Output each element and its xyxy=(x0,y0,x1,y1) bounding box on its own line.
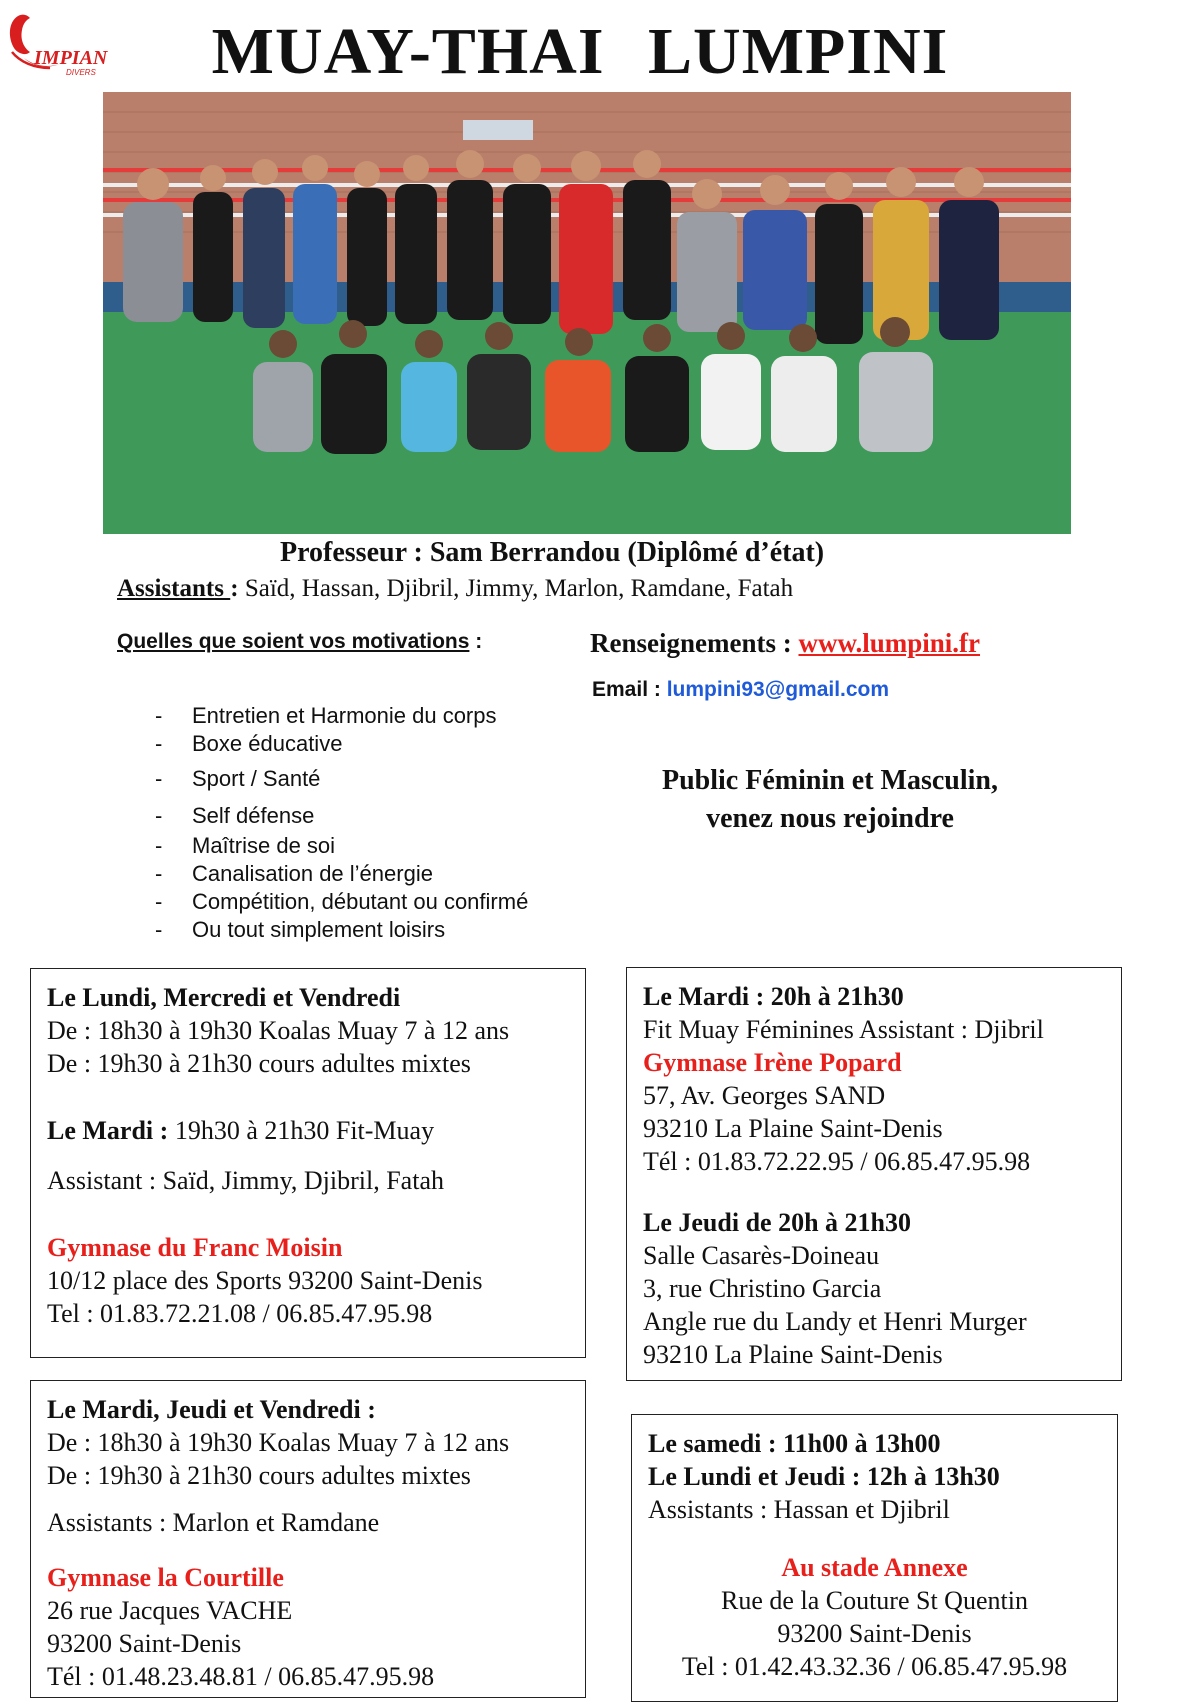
schedule-assistants: Assistants : Marlon et Ramdane xyxy=(47,1508,380,1537)
professeur-line: Professeur : Sam Berrandou (Diplômé d’état) xyxy=(280,537,825,568)
schedule-box-courtille xyxy=(30,1380,586,1698)
motivations-suffix: : xyxy=(469,630,483,653)
schedule-samedi: Le samedi : 11h00 à 13h00 xyxy=(648,1429,941,1458)
public-invite xyxy=(600,762,1060,838)
schedule-line: De : 19h30 à 21h30 cours adultes mixtes xyxy=(47,1461,471,1490)
gym-name: Gymnase du Franc Moisin xyxy=(47,1233,343,1262)
email-line xyxy=(592,678,889,702)
schedule-days: Le Mardi, Jeudi et Vendredi : xyxy=(47,1395,376,1424)
gym-address: 26 rue Jacques VACHE xyxy=(47,1596,293,1625)
gym-address: 10/12 place des Sports 93200 Saint-Denis xyxy=(47,1266,483,1295)
schedule-assistants: Assistants : Hassan et Djibril xyxy=(648,1495,950,1524)
gym-phone: Tél : 01.83.72.22.95 / 06.85.47.95.98 xyxy=(643,1147,1031,1176)
salle-city: 93210 La Plaine Saint-Denis xyxy=(643,1340,943,1369)
schedule-mardi: Le Mardi : 19h30 à 21h30 Fit-Muay xyxy=(47,1116,435,1145)
gym-phone: Tel : 01.83.72.21.08 / 06.85.47.95.98 xyxy=(47,1299,433,1328)
assistants-sep: : xyxy=(230,575,245,602)
assistants-line xyxy=(117,575,793,603)
gym-name: Au stade Annexe xyxy=(781,1553,968,1582)
website-link[interactable]: www.lumpini.fr xyxy=(798,628,981,658)
email-address-link[interactable]: lumpini93@gmail.com xyxy=(666,678,890,701)
renseignements-label: Renseignements : xyxy=(590,628,799,658)
motivations-label: Quelles que soient vos motivations xyxy=(117,630,470,653)
schedule-jeudi: Le Jeudi de 20h à 21h30 xyxy=(643,1208,911,1237)
gym-address: 57, Av. Georges SAND xyxy=(643,1081,886,1110)
schedule-line: De : 18h30 à 19h30 Koalas Muay 7 à 12 ans xyxy=(47,1428,510,1457)
gym-phone: Tél : 01.48.23.48.81 / 06.85.47.95.98 xyxy=(47,1662,435,1691)
schedule-line: De : 19h30 à 21h30 cours adultes mixtes xyxy=(47,1049,471,1078)
impian-logo xyxy=(4,8,116,80)
schedule-days: Le Mardi : 20h à 21h30 xyxy=(643,982,904,1011)
assistants-names: Saïd, Hassan, Djibril, Jimmy, Marlon, Ramdane, Fatah xyxy=(244,575,794,602)
schedule-line: De : 18h30 à 19h30 Koalas Muay 7 à 12 ans xyxy=(47,1016,510,1045)
public-line-2: venez nous rejoindre xyxy=(706,803,954,834)
gym-name: Gymnase Irène Popard xyxy=(643,1048,902,1077)
schedule-lundi-jeudi: Le Lundi et Jeudi : 12h à 13h30 xyxy=(648,1462,1000,1491)
page-title: MUAY-THAI LUMPINI xyxy=(211,15,949,88)
salle-name: Salle Casarès-Doineau xyxy=(643,1241,880,1270)
salle-address-angle: Angle rue du Landy et Henri Murger xyxy=(643,1307,1027,1336)
schedule-box-popard xyxy=(626,967,1122,1381)
schedule-line: Fit Muay Féminines Assistant : Djibril xyxy=(643,1015,1044,1044)
schedule-days: Le Lundi, Mercredi et Vendredi xyxy=(47,983,401,1012)
assistants-label: Assistants xyxy=(117,575,231,602)
logo-subtext: DIVERS xyxy=(66,68,96,77)
gym-city: 93200 Saint-Denis xyxy=(777,1619,972,1648)
schedule-box-stade xyxy=(631,1414,1118,1702)
schedule-box-franc-moisin xyxy=(30,968,586,1358)
gym-city: 93200 Saint-Denis xyxy=(47,1629,242,1658)
email-label: Email : xyxy=(592,678,667,701)
gym-name: Gymnase la Courtille xyxy=(47,1563,284,1592)
gym-address: Rue de la Couture St Quentin xyxy=(721,1586,1028,1615)
gym-phone: Tel : 01.42.43.32.36 / 06.85.47.95.98 xyxy=(681,1652,1068,1681)
logo-icon xyxy=(4,8,116,80)
schedule-assistants: Assistant : Saïd, Jimmy, Djibril, Fatah xyxy=(47,1166,444,1195)
logo-text: IMPIAN xyxy=(34,47,108,69)
group-photo xyxy=(103,92,1071,534)
salle-address: 3, rue Christino Garcia xyxy=(643,1274,882,1303)
public-line-1: Public Féminin et Masculin, xyxy=(662,765,998,796)
renseignements-line xyxy=(590,628,980,659)
motivations-heading xyxy=(117,630,482,654)
gym-city: 93210 La Plaine Saint-Denis xyxy=(643,1114,943,1143)
